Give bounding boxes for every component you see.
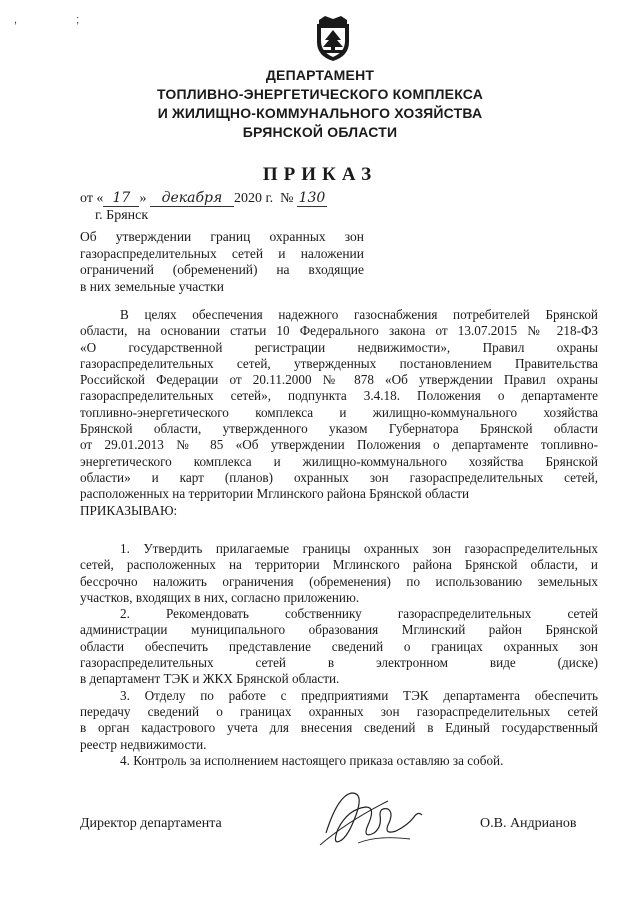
order-item-3	[80, 688, 598, 753]
order-item-line: сетей, расположенных на территории Мглинского района Брянской области, и	[80, 557, 598, 573]
preamble-line: топливно-энергетического комплекса и жилищно-коммунального хозяйства	[80, 404, 598, 420]
order-item-line: участков, входящих в них, согласно приложению.	[80, 589, 360, 605]
order-item-line: реестр недвижимости.	[80, 736, 207, 752]
preamble-line: области» и карт (планов) охранных зон газораспределительных сетей,	[80, 469, 598, 485]
signatory-name: О.В. Андрианов	[480, 816, 577, 831]
signatory-title: Директор департамента	[80, 816, 222, 831]
preamble-line: газораспределительных сетей, утвержденных постановлением Правительства	[80, 355, 598, 371]
subject-line: Об утверждении границ охранных зон	[80, 229, 364, 244]
scan-marks: , ;	[14, 14, 108, 26]
order-preamble	[80, 307, 598, 519]
document-type-title: ПРИКАЗ	[262, 164, 378, 185]
subject-line: ограничений (обременений) на входящие	[80, 262, 364, 277]
number-label: №	[280, 191, 294, 206]
city: г. Брянск	[95, 208, 149, 223]
order-item-line: бессрочно наложить ограничения (обременения) по использованию земельных	[80, 573, 598, 589]
header-line-3: И ЖИЛИЩНО-КОММУНАЛЬНОГО ХОЗЯЙСТВА	[157, 105, 483, 121]
order-dateline	[80, 190, 327, 207]
order-item-line: передачу сведений о границах охранных зон газораспределительных сетей	[80, 703, 598, 719]
preamble-line: области, на основании статьи 10 Федерального закона от 13.07.2015 № 218-ФЗ	[80, 323, 598, 339]
order-command-word: ПРИКАЗЫВАЮ:	[80, 502, 178, 518]
preamble-line: энергетического комплекса и жилищно-коммунального хозяйства Брянской	[80, 453, 598, 469]
order-item-line: в орган кадастрового учета для внесения сведений в Единый государственный	[80, 720, 598, 736]
order-item-line: области обеспечить представление сведений о границах охранных зон	[80, 638, 598, 654]
date-year: 2020 г.	[233, 191, 274, 206]
handwritten-signature-image	[318, 785, 438, 855]
order-item-line: газораспределительных сетей в электронном виде (диске)	[80, 655, 598, 671]
department-header	[0, 66, 640, 142]
header-line-2: ТОПЛИВНО-ЭНЕРГЕТИЧЕСКОГО КОМПЛЕКСА	[156, 86, 484, 102]
order-item-line: администрации муниципального образования Мглинский район Брянской	[80, 622, 598, 638]
coat-of-arms-icon	[311, 16, 355, 62]
order-item-line: в департамент ТЭК и ЖКХ Брянской области.	[80, 671, 340, 687]
order-item-4	[80, 753, 598, 769]
preamble-line: расположенных на территории Мглинского района Брянской области	[80, 486, 470, 502]
preamble-line: Российской Федерации от 20.11.2000 № 878 «Об утверждении Правил охраны	[80, 372, 598, 388]
date-mid: »	[139, 191, 147, 206]
header-line-4: БРЯНСКОЙ ОБЛАСТИ	[242, 124, 398, 140]
header-line-1: ДЕПАРТАМЕНТ	[265, 67, 375, 83]
date-month: декабря	[150, 190, 234, 207]
date-day: 17	[103, 190, 139, 207]
subject-line: газораспределительных сетей и наложении	[80, 245, 364, 261]
preamble-line: В целях обеспечения надежного газоснабжения потребителей Брянской	[120, 307, 598, 322]
order-item-line: 2. Рекомендовать собственнику газораспределительных сетей	[120, 606, 598, 622]
order-items	[80, 541, 598, 769]
preamble-line: Брянской области, утвержденного указом Губернатора Брянской области	[80, 421, 598, 437]
order-number: 130	[298, 190, 326, 206]
order-item-line: 3. Отделу по работе с предприятиями ТЭК департамента обеспечить	[120, 687, 598, 703]
order-item-2	[80, 606, 598, 687]
preamble-line: «О государственной регистрации недвижимости», Правил охраны	[80, 339, 598, 355]
order-item-1	[80, 541, 598, 606]
order-item-line: 1. Утвердить прилагаемые границы охранных зон газораспределительных	[120, 541, 598, 556]
order-item-line: 4. Контроль за исполнением настоящего приказа оставляю за собой.	[120, 752, 504, 768]
date-prefix: от «	[80, 191, 104, 206]
preamble-line: от 29.01.2013 № 85 «Об утверждении Положения о департаменте топливно-	[80, 437, 598, 453]
subject-line: в них земельные участки	[80, 278, 224, 294]
order-subject	[80, 229, 364, 295]
preamble-line: газораспределительных сетей», подпункта 3.4.18. Положения о департаменте	[80, 388, 598, 404]
